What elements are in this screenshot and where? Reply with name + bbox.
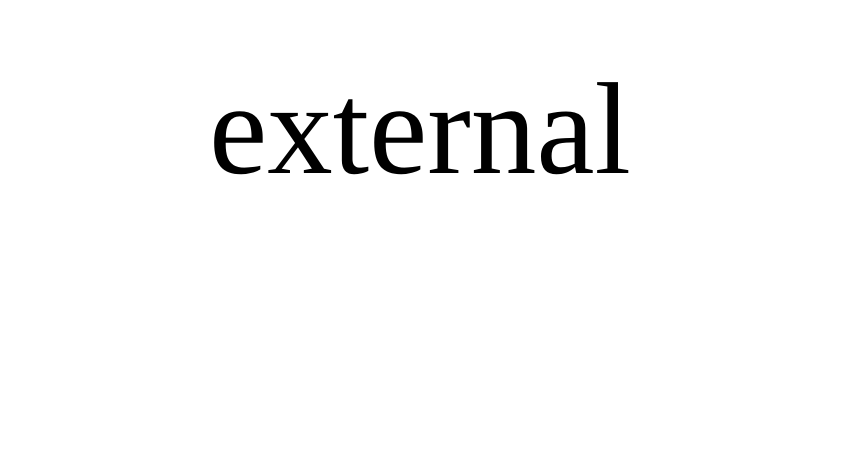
word-label: external [209,57,631,202]
